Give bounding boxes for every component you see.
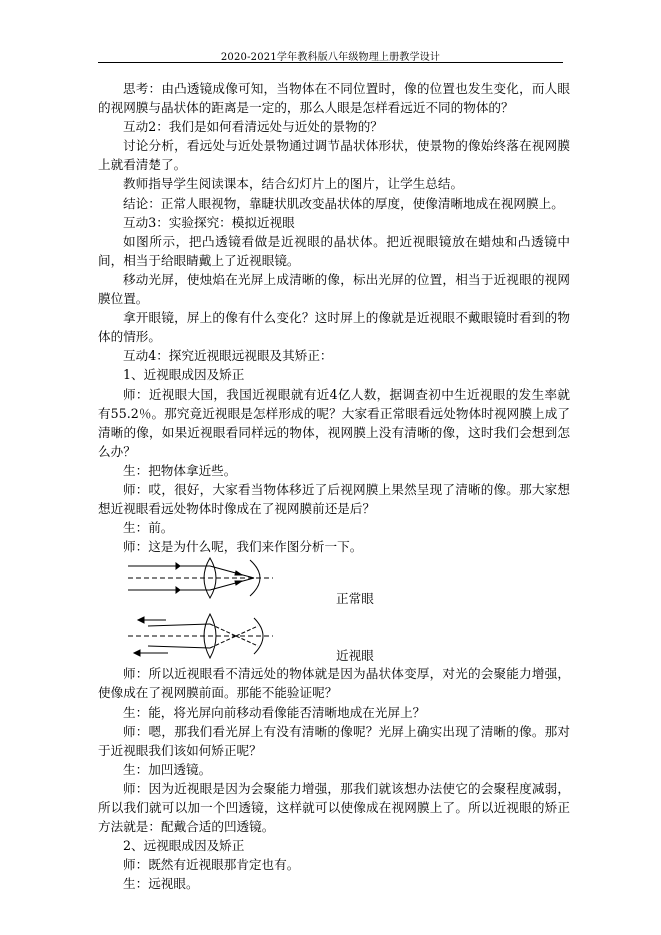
paragraph: 教师指导学生阅读课本，结合幻灯片上的图片，让学生总结。	[123, 176, 464, 192]
paragraph: 生：前。	[123, 520, 174, 536]
paragraph: 如图所示，把凸透镜看做是近视眼的晶状体。把近视眼镜放在蜡烛和凸透镜中间，相当于给眼睛戴上了近视眼镜。	[98, 233, 570, 268]
paragraph: 师：所以近视眼看不清远处的物体就是因为晶状体变厚，对光的会聚能力增强，使像成在了视网膜前面。那能不能验证呢？	[98, 666, 570, 701]
normal-eye-figure	[128, 558, 273, 598]
paragraph: 互动2：我们是如何看清远处与近处的景物的？	[123, 119, 383, 135]
paragraph: 思考：由凸透镜成像可知，当物体在不同位置时，像的位置也发生变化，而人眼的视网膜与晶状体的距离是一定的，那么人眼是怎样看远近不同的物体的？	[98, 81, 570, 116]
paragraph: 互动3：实验探究：模拟近视眼	[123, 214, 295, 230]
paragraph: 2、远视眼成因及矫正	[123, 838, 245, 854]
paragraph: 生：能，将光屏向前移动看像能否清晰地成在光屏上？	[123, 704, 426, 720]
paragraph: 讨论分析，看远处与近处景物通过调节晶状体形状，使景物的像始终落在视网膜上就看清楚了。	[98, 138, 570, 173]
paragraph: 生：远视眼。	[123, 876, 199, 892]
paragraph: 生：把物体拿近些。	[123, 462, 237, 478]
header-rule	[98, 62, 563, 63]
paragraph: 师：哎，很好，大家看当物体移近了后视网膜上果然呈现了清晰的像。那大家想想近视眼看远处物体时像成在了视网膜前还是后？	[98, 481, 570, 517]
paragraph: 师：因为近视眼是因为会聚能力增强，那我们就该想办法使它的会聚程度减弱，所以我们就可以加一个凹透镜，这样就可以使像成在视网膜上了。所以近视眼的矫正方法就是：配戴合适的凹透镜。	[98, 780, 570, 835]
paragraph: 结论：正常人眼视物，靠睫状肌改变晶状体的厚度，使像清晰地成在视网膜上。	[123, 195, 564, 211]
paragraph: 师：近视眼大国，我国近视眼就有近4亿人数，据调查初中生近视眼的发生率就有55.2％。那究竟近视眼是怎样形成的呢？大家看正常眼看远处物体时视网膜上成了清晰的像，如果近视眼看同样远的物体，视网膜上没有清晰的像，这时我们会想到怎么办？	[98, 386, 570, 459]
paragraph: 移动光屏，使烛焰在光屏上成清晰的像，标出光屏的位置，相当于近视眼的视网膜位置。	[98, 271, 570, 307]
myopia-eye-figure	[128, 614, 273, 658]
paragraph: 师：既然有近视眼那肯定也有。	[123, 857, 300, 873]
paragraph: 师：这是为什么呢，我们来作图分析一下。	[123, 539, 363, 555]
paragraph: 1、近视眼成因及矫正	[123, 367, 245, 383]
document-body	[98, 79, 570, 893]
paragraph: 师：嗯，那我们看光屏上有没有清晰的像呢？光屏上确实出现了清晰的像。那对于近视眼我们该如何矫正呢？	[98, 723, 570, 758]
page-header: 2020-2021学年教科版八年级物理上册教学设计	[220, 52, 441, 63]
eye-diagram	[98, 556, 570, 664]
paragraph: 生：加凹透镜。	[123, 761, 212, 777]
eye-diagram-figure	[118, 556, 278, 660]
paragraph: 互动4：探究近视眼远视眼及其矫正：	[123, 348, 333, 364]
normal-eye-label: 正常眼	[336, 591, 374, 607]
paragraph: 拿开眼镜，屏上的像有什么变化？这时屏上的像就是近视眼不戴眼镜时看到的物体的情形。	[98, 310, 570, 345]
myopia-eye-label: 近视眼	[336, 648, 374, 664]
